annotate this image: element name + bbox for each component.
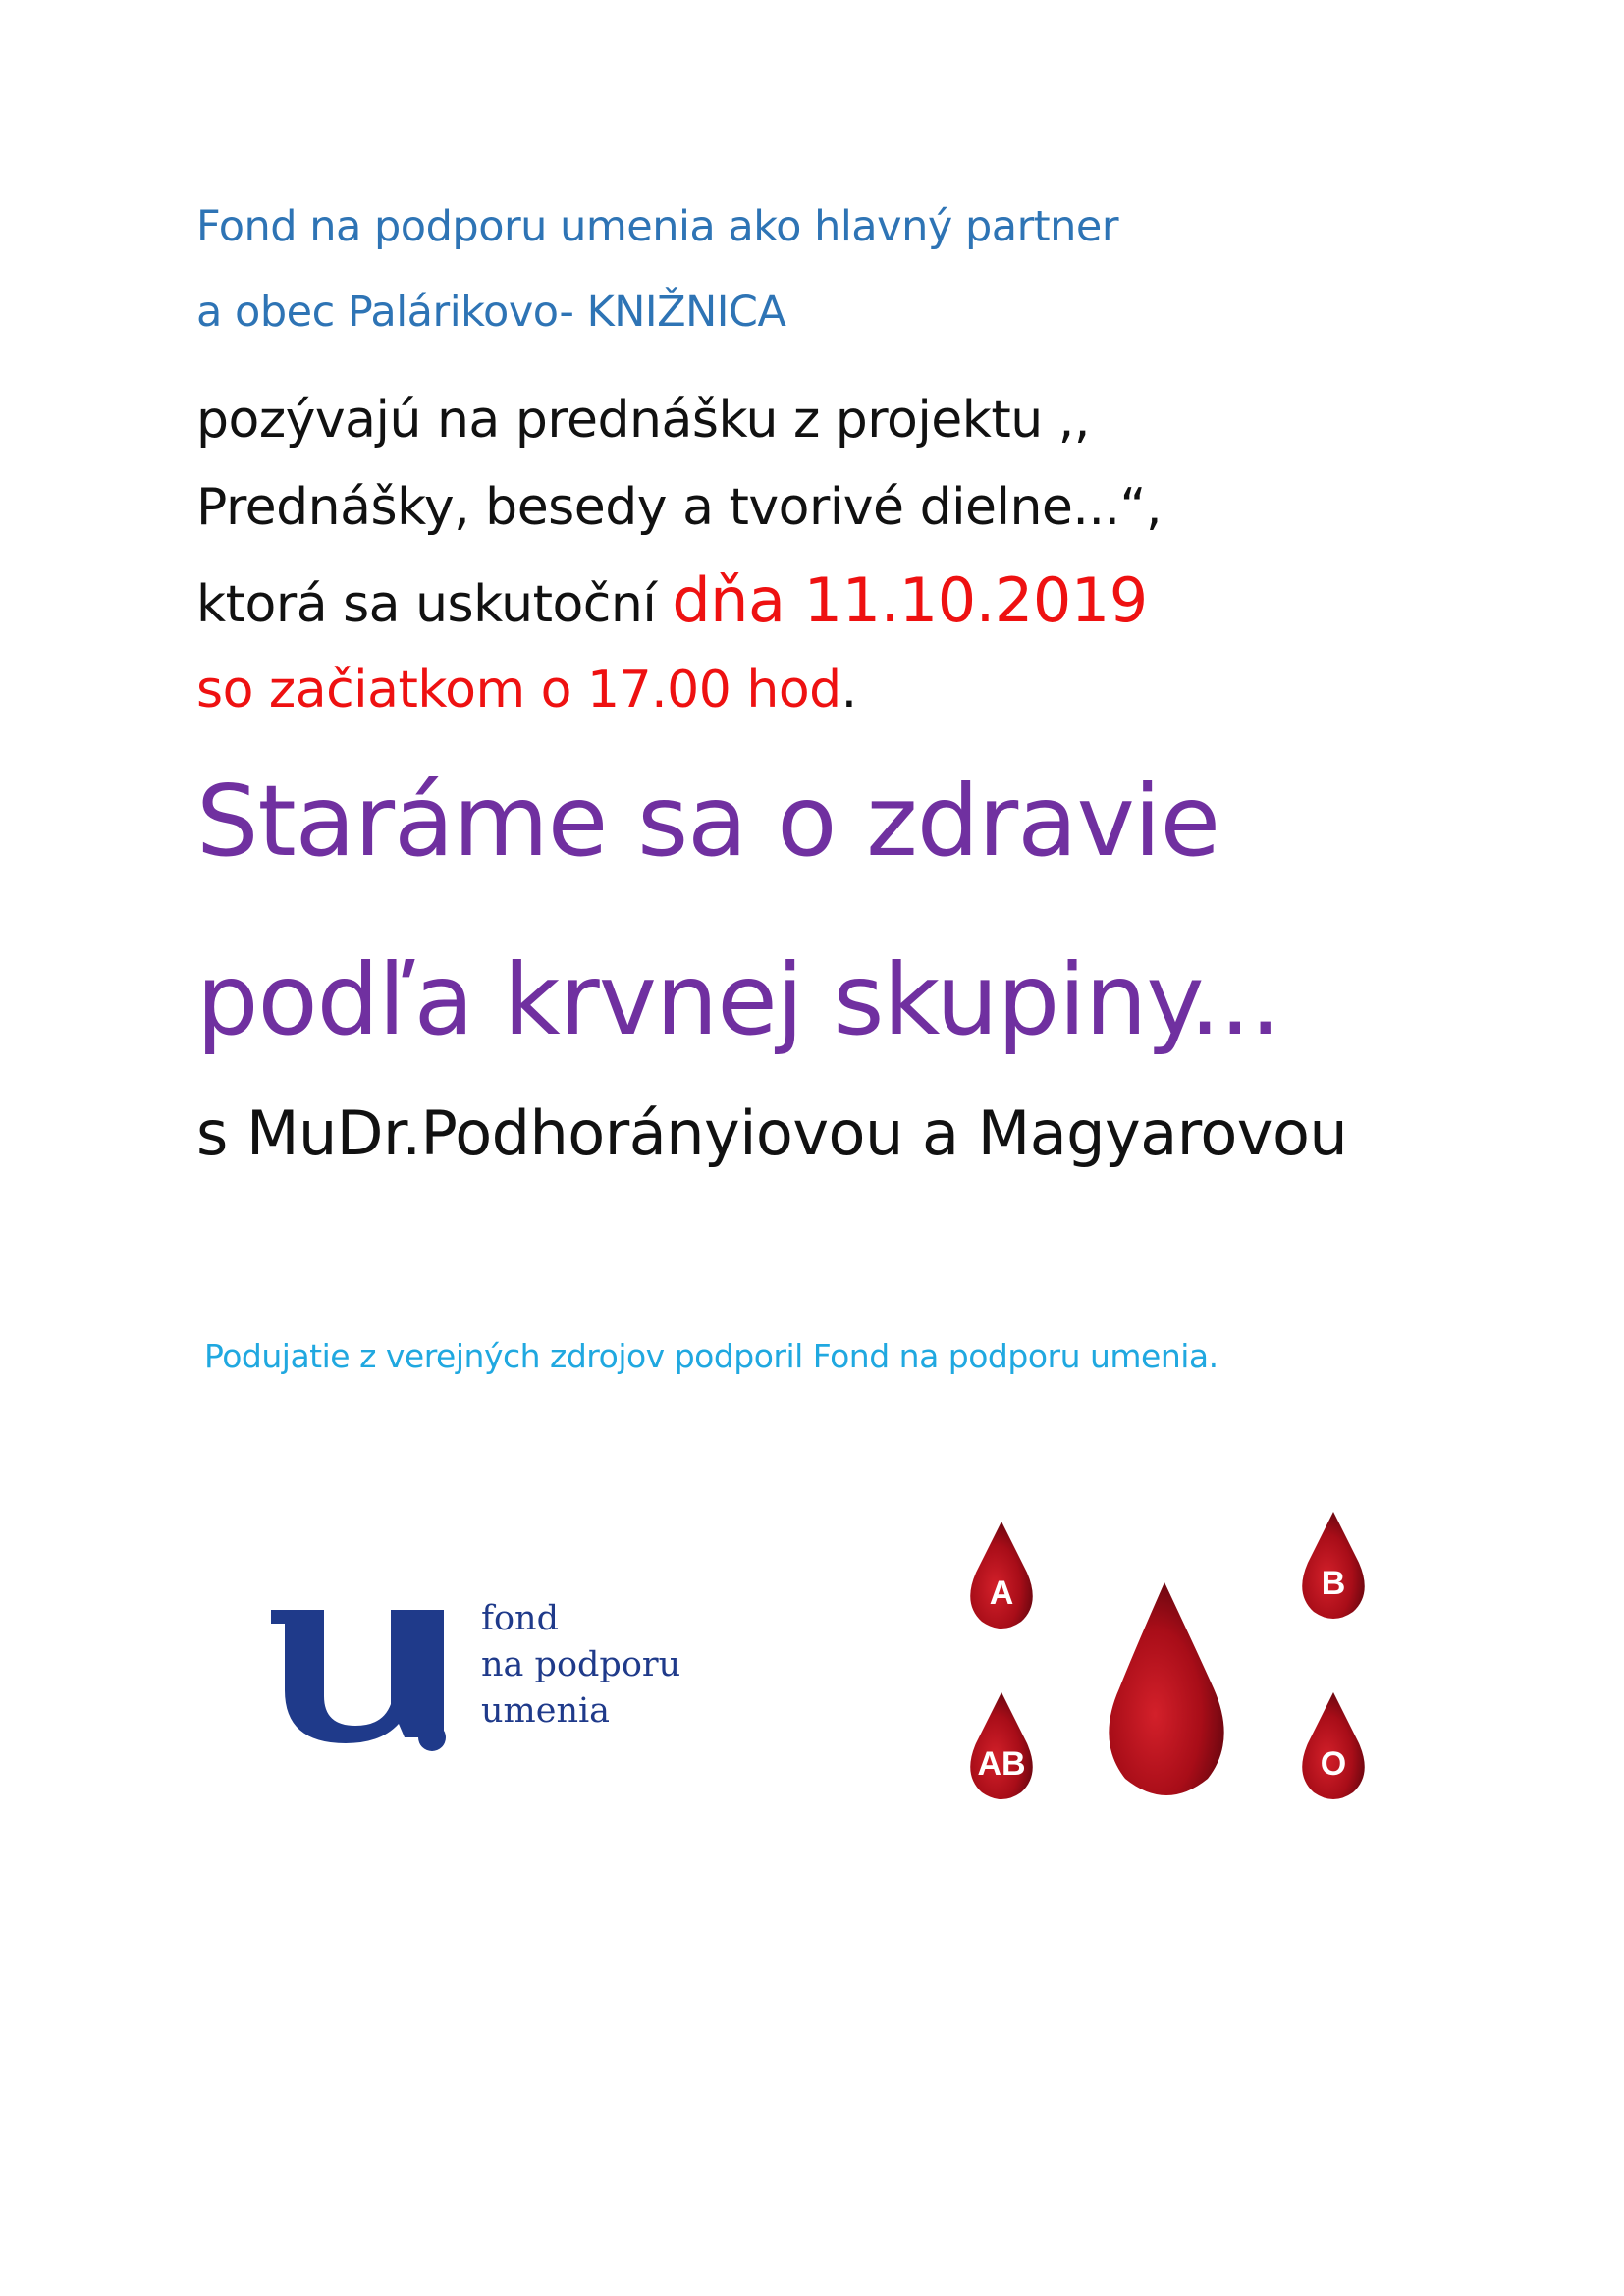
start-time-line: [196, 661, 857, 720]
fund-logo-text: [481, 1596, 680, 1735]
title-line-2: podľa krvnej skupiny...: [196, 942, 1280, 1057]
start-suffix: .: [840, 661, 857, 720]
blood-drop-o: [1302, 1692, 1365, 1799]
blood-drop-b: [1302, 1512, 1365, 1619]
logo-line-1: fond: [481, 1599, 559, 1638]
partner-line: Fond na podporu umenia ako hlavný partner: [196, 202, 1119, 251]
fund-logo: [265, 1580, 736, 1757]
logo-line-2: na podporu: [481, 1645, 681, 1684]
speaker-line: s MuDr.Podhorányiovou a Magyarovou: [196, 1097, 1348, 1169]
invite-line-3: [196, 564, 1148, 636]
library-line: a obec Palárikovo- KNIŽNICA: [196, 288, 786, 337]
invite-line-2: Prednášky, besedy a tvorivé dielne...“,: [196, 478, 1162, 537]
fund-logo-mark: [265, 1580, 461, 1757]
blood-label-ab: AB: [977, 1745, 1026, 1783]
start-time: so začiatkom o 17.00 hod: [196, 661, 841, 720]
blood-drops-illustration: [933, 1512, 1404, 1845]
blood-drop-large: [1109, 1582, 1223, 1795]
invite-prefix: ktorá sa uskutoční: [196, 575, 673, 634]
support-note: Podujatie z verejných zdrojov podporil Fond na podporu umenia.: [204, 1337, 1218, 1375]
blood-label-b: B: [1321, 1565, 1346, 1602]
blood-label-a: A: [989, 1575, 1014, 1612]
blood-label-o: O: [1320, 1745, 1347, 1783]
logo-line-3: umenia: [481, 1691, 611, 1731]
blood-drops-svg: [933, 1512, 1404, 1845]
invite-line-1: pozývajú na prednášku z projektu ,,: [196, 391, 1090, 450]
title-line-1: Staráme sa o zdravie: [196, 764, 1220, 879]
event-date: dňa 11.10.2019: [672, 564, 1148, 636]
blood-drop-a: [970, 1522, 1033, 1629]
blood-drop-ab: [970, 1692, 1033, 1799]
